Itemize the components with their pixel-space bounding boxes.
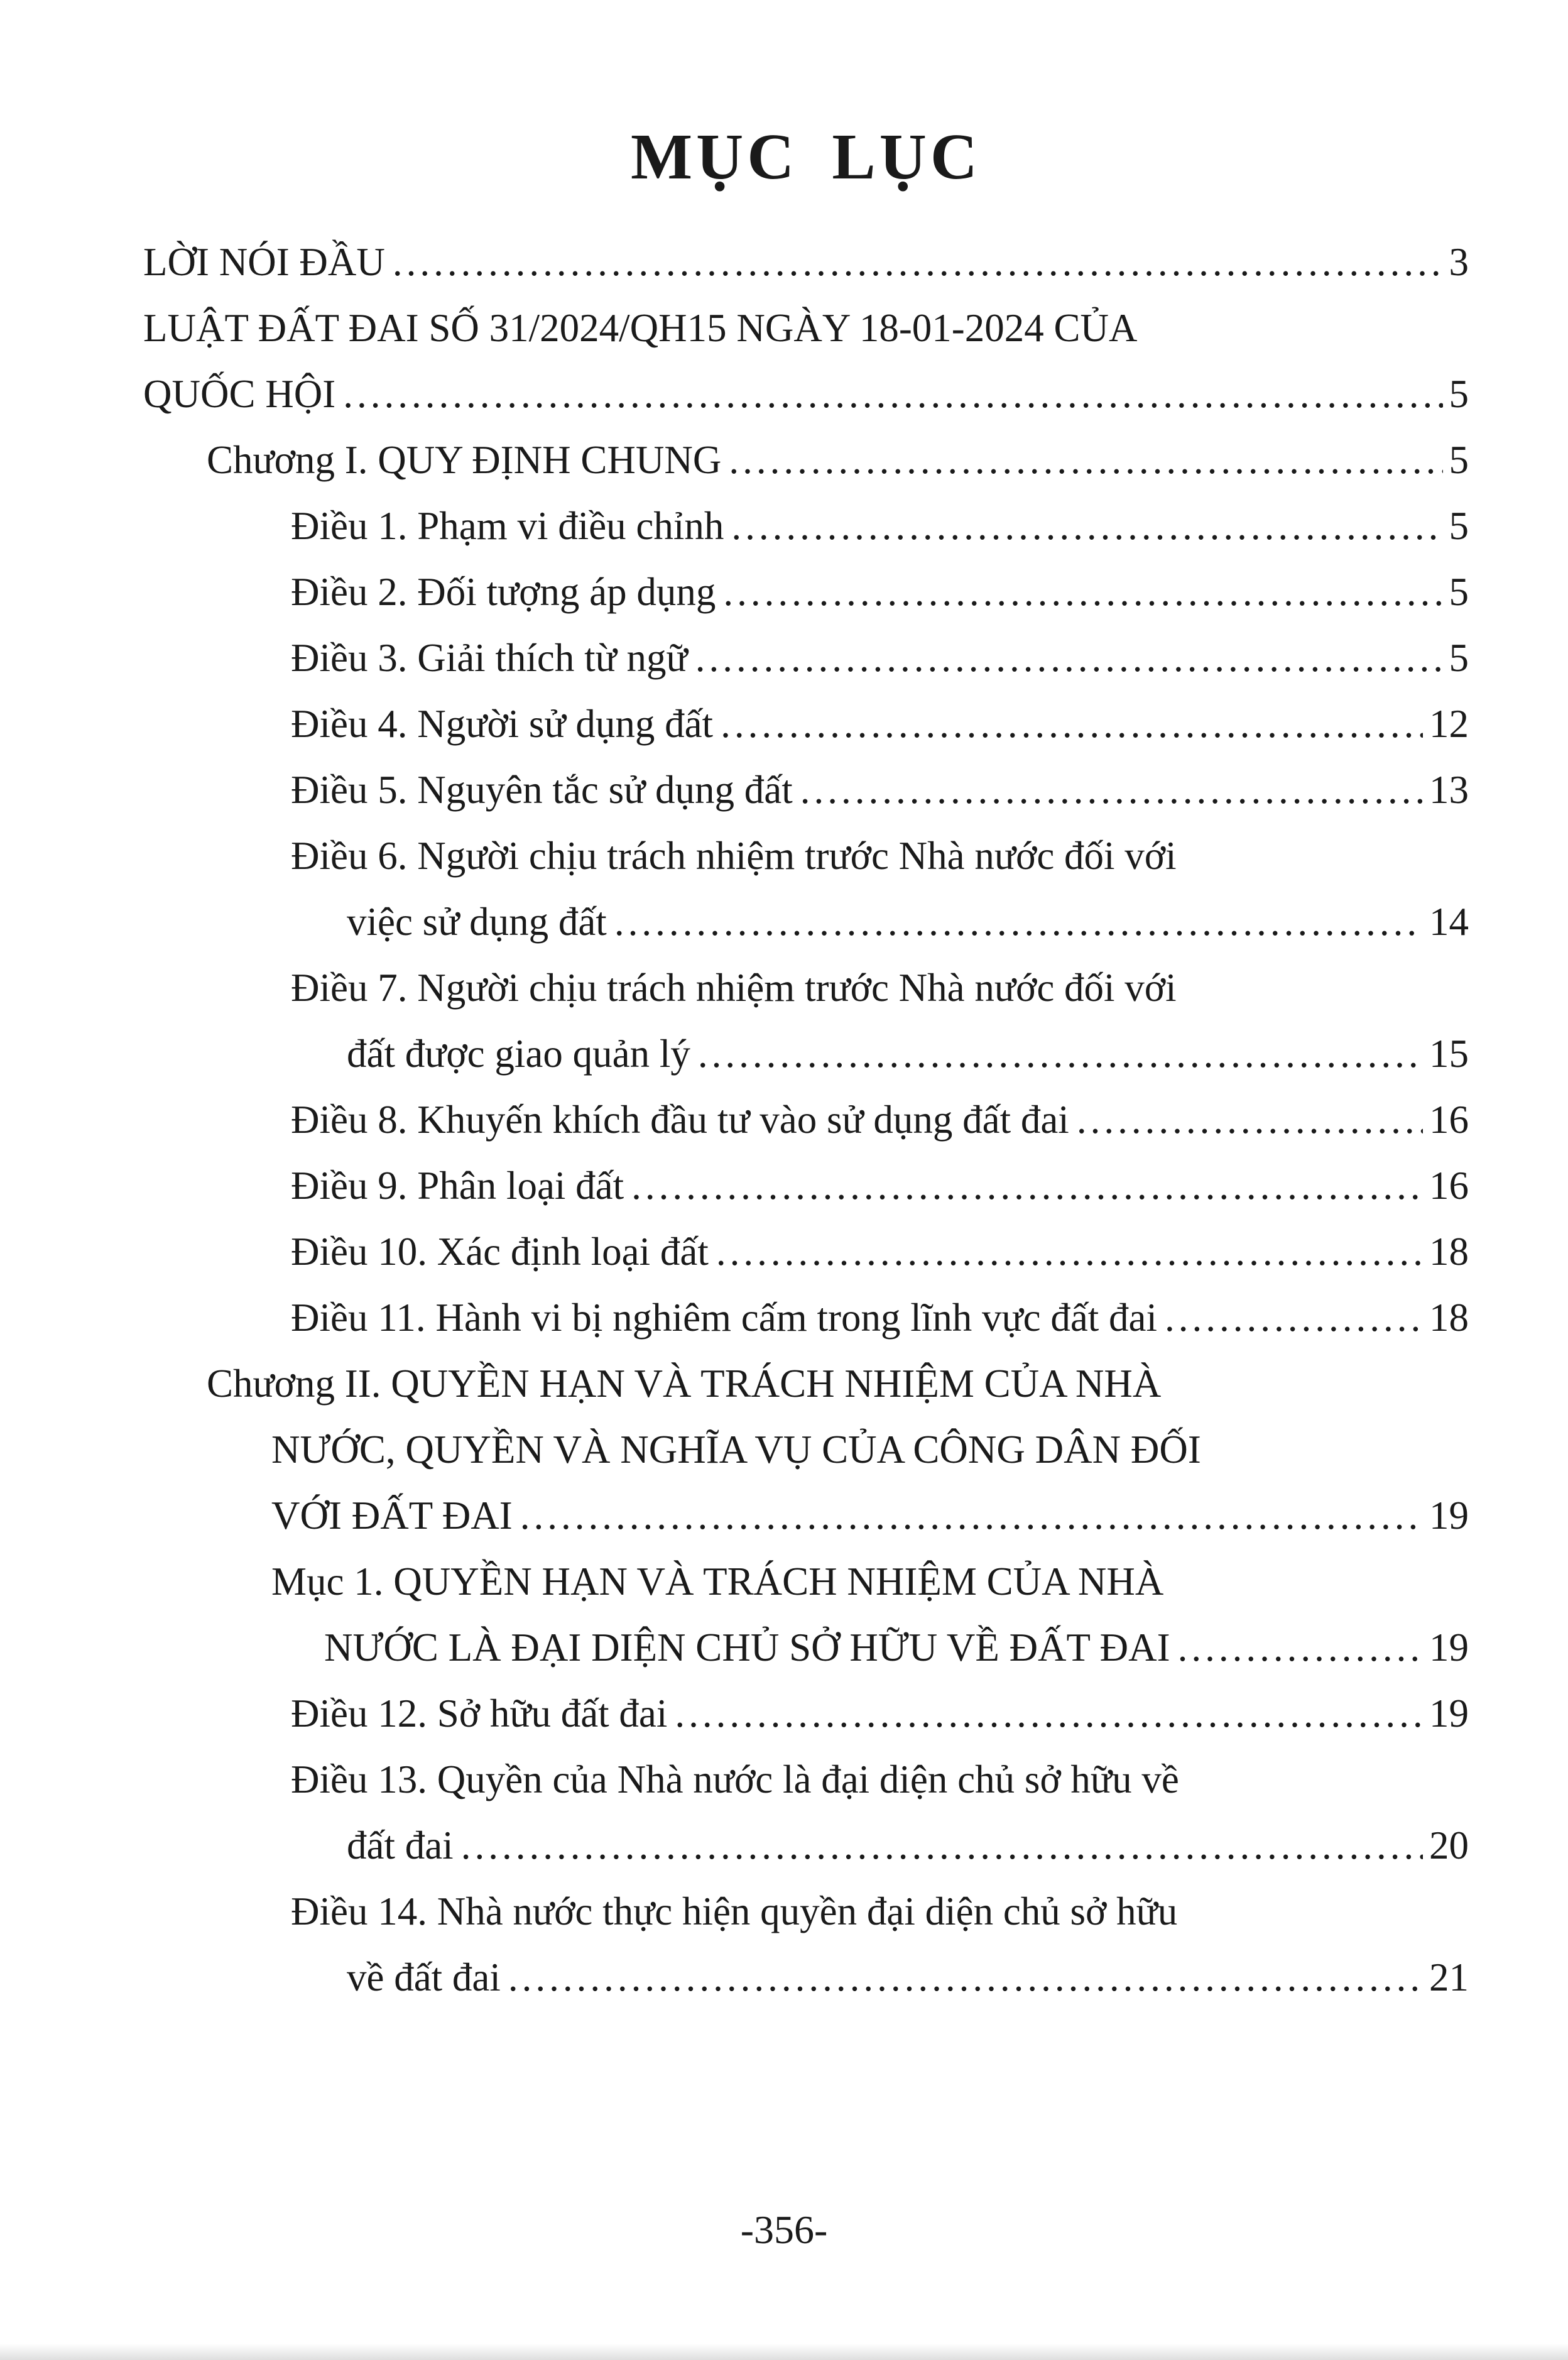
dot-leader xyxy=(675,1681,1423,1747)
dot-leader xyxy=(614,889,1423,955)
toc-line xyxy=(143,1615,1469,1681)
page-number: 16 xyxy=(1429,1164,1469,1208)
toc-line xyxy=(143,559,1469,625)
page-number: 15 xyxy=(1429,1032,1469,1076)
dot-leader xyxy=(461,1813,1423,1879)
toc-entry-text: Điều 6. Người chịu trách nhiệm trước Nhà nước đối với xyxy=(291,834,1177,878)
page-number: 19 xyxy=(1429,1625,1469,1669)
toc-line xyxy=(143,1351,1469,1417)
page-number: 21 xyxy=(1429,1955,1469,1999)
toc-line xyxy=(143,1021,1469,1087)
toc-entry-text: Điều 14. Nhà nước thực hiện quyền đại diện chủ sở hữu xyxy=(291,1889,1178,1933)
toc-entry-text: đất đai xyxy=(347,1823,454,1867)
dot-leader xyxy=(716,1219,1423,1285)
page-number: 20 xyxy=(1429,1823,1469,1867)
dot-leader xyxy=(729,427,1442,493)
dot-leader xyxy=(800,757,1423,823)
toc-line xyxy=(143,1219,1469,1285)
toc-line xyxy=(143,823,1469,889)
toc-entry-text: Chương I. QUY ĐỊNH CHUNG xyxy=(207,438,722,482)
toc-line xyxy=(143,955,1469,1021)
page-number: 13 xyxy=(1429,768,1469,812)
toc-line xyxy=(143,1813,1469,1879)
toc-line xyxy=(143,1483,1469,1549)
dot-leader xyxy=(698,1021,1423,1087)
toc-entry-text: Điều 10. Xác định loại đất xyxy=(291,1230,709,1274)
toc-entry-text: VỚI ĐẤT ĐAI xyxy=(271,1494,513,1538)
toc-entry-text: Mục 1. QUYỀN HẠN VÀ TRÁCH NHIỆM CỦA NHÀ xyxy=(271,1560,1164,1603)
toc-entry-text: Điều 13. Quyền của Nhà nước là đại diện chủ sở hữu về xyxy=(291,1757,1179,1801)
dot-leader xyxy=(695,625,1443,691)
page-number: 5 xyxy=(1449,636,1469,680)
toc-line xyxy=(143,625,1469,691)
toc-line xyxy=(143,889,1469,955)
page-number: 5 xyxy=(1449,372,1469,416)
dot-leader xyxy=(721,691,1423,757)
toc-line xyxy=(143,1549,1469,1615)
toc-line xyxy=(143,1945,1469,2011)
page-number: 12 xyxy=(1429,702,1469,746)
page-number: 18 xyxy=(1429,1230,1469,1274)
toc-list xyxy=(143,229,1469,2011)
dot-leader xyxy=(1077,1087,1423,1153)
toc-entry-text: Chương II. QUYỀN HẠN VÀ TRÁCH NHIỆM CỦA NHÀ xyxy=(207,1362,1162,1406)
toc-line xyxy=(143,1087,1469,1153)
toc-entry-text: về đất đai xyxy=(347,1955,501,1999)
page-number: 5 xyxy=(1449,504,1469,548)
toc-entry-text: Điều 2. Đối tượng áp dụng xyxy=(291,570,716,614)
toc-entry-text: Điều 1. Phạm vi điều chỉnh xyxy=(291,504,724,548)
dot-leader xyxy=(393,229,1443,295)
toc-line xyxy=(143,1153,1469,1219)
dot-leader xyxy=(343,361,1442,427)
page-number: 19 xyxy=(1429,1494,1469,1538)
toc-entry-text: LUẬT ĐẤT ĐAI SỐ 31/2024/QH15 NGÀY 18-01-2024 CỦA xyxy=(143,306,1138,350)
dot-leader xyxy=(731,493,1442,559)
footer-page-number: -356- xyxy=(740,2207,828,2252)
toc-line xyxy=(143,493,1469,559)
toc-entry-text: Điều 5. Nguyên tắc sử dụng đất xyxy=(291,768,793,812)
toc-line xyxy=(143,361,1469,427)
toc-entry-text: Điều 4. Người sử dụng đất xyxy=(291,702,714,746)
page-number: 14 xyxy=(1429,900,1469,944)
toc-entry-text: việc sử dụng đất xyxy=(347,900,607,944)
toc-line xyxy=(143,691,1469,757)
toc-line xyxy=(143,1747,1469,1813)
toc-entry-text: NƯỚC LÀ ĐẠI DIỆN CHỦ SỞ HỮU VỀ ĐẤT ĐAI xyxy=(324,1625,1170,1669)
toc-entry-text: LỜI NÓI ĐẦU xyxy=(143,240,385,284)
dot-leader xyxy=(631,1153,1423,1219)
page-number: 5 xyxy=(1449,570,1469,614)
toc-entry-text: QUỐC HỘI xyxy=(143,372,336,416)
toc-entry-text: Điều 7. Người chịu trách nhiệm trước Nhà nước đối với xyxy=(291,966,1177,1010)
dot-leader xyxy=(1165,1285,1423,1351)
toc-entry-text: Điều 3. Giải thích từ ngữ xyxy=(291,636,688,680)
scan-edge-shadow xyxy=(0,2344,1568,2360)
page-title: MỤC LỤC xyxy=(631,121,981,193)
toc-line xyxy=(143,757,1469,823)
page-number: 3 xyxy=(1449,240,1469,284)
toc-line xyxy=(143,427,1469,493)
toc-entry-text: Điều 9. Phân loại đất xyxy=(291,1164,624,1208)
page-number: 16 xyxy=(1429,1098,1469,1142)
toc-entry-text: đất được giao quản lý xyxy=(347,1032,690,1076)
dot-leader xyxy=(520,1483,1423,1549)
dot-leader xyxy=(1178,1615,1423,1681)
page-number: 5 xyxy=(1449,438,1469,482)
page-number: 19 xyxy=(1429,1691,1469,1735)
toc-entry-text: Điều 8. Khuyến khích đầu tư vào sử dụng đất đai xyxy=(291,1098,1069,1142)
toc-entry-text: Điều 11. Hành vi bị nghiêm cấm trong lĩnh vực đất đai xyxy=(291,1296,1158,1340)
toc-line xyxy=(143,229,1469,295)
dot-leader xyxy=(723,559,1442,625)
toc-line xyxy=(143,295,1469,361)
page-number: 18 xyxy=(1429,1296,1469,1340)
toc-entry-text: Điều 12. Sở hữu đất đai xyxy=(291,1691,668,1735)
dot-leader xyxy=(508,1945,1423,2011)
toc-line xyxy=(143,1681,1469,1747)
toc-line xyxy=(143,1417,1469,1483)
toc-entry-text: NƯỚC, QUYỀN VÀ NGHĨA VỤ CỦA CÔNG DÂN ĐỐI xyxy=(271,1428,1201,1472)
toc-line xyxy=(143,1879,1469,1945)
toc-line xyxy=(143,1285,1469,1351)
